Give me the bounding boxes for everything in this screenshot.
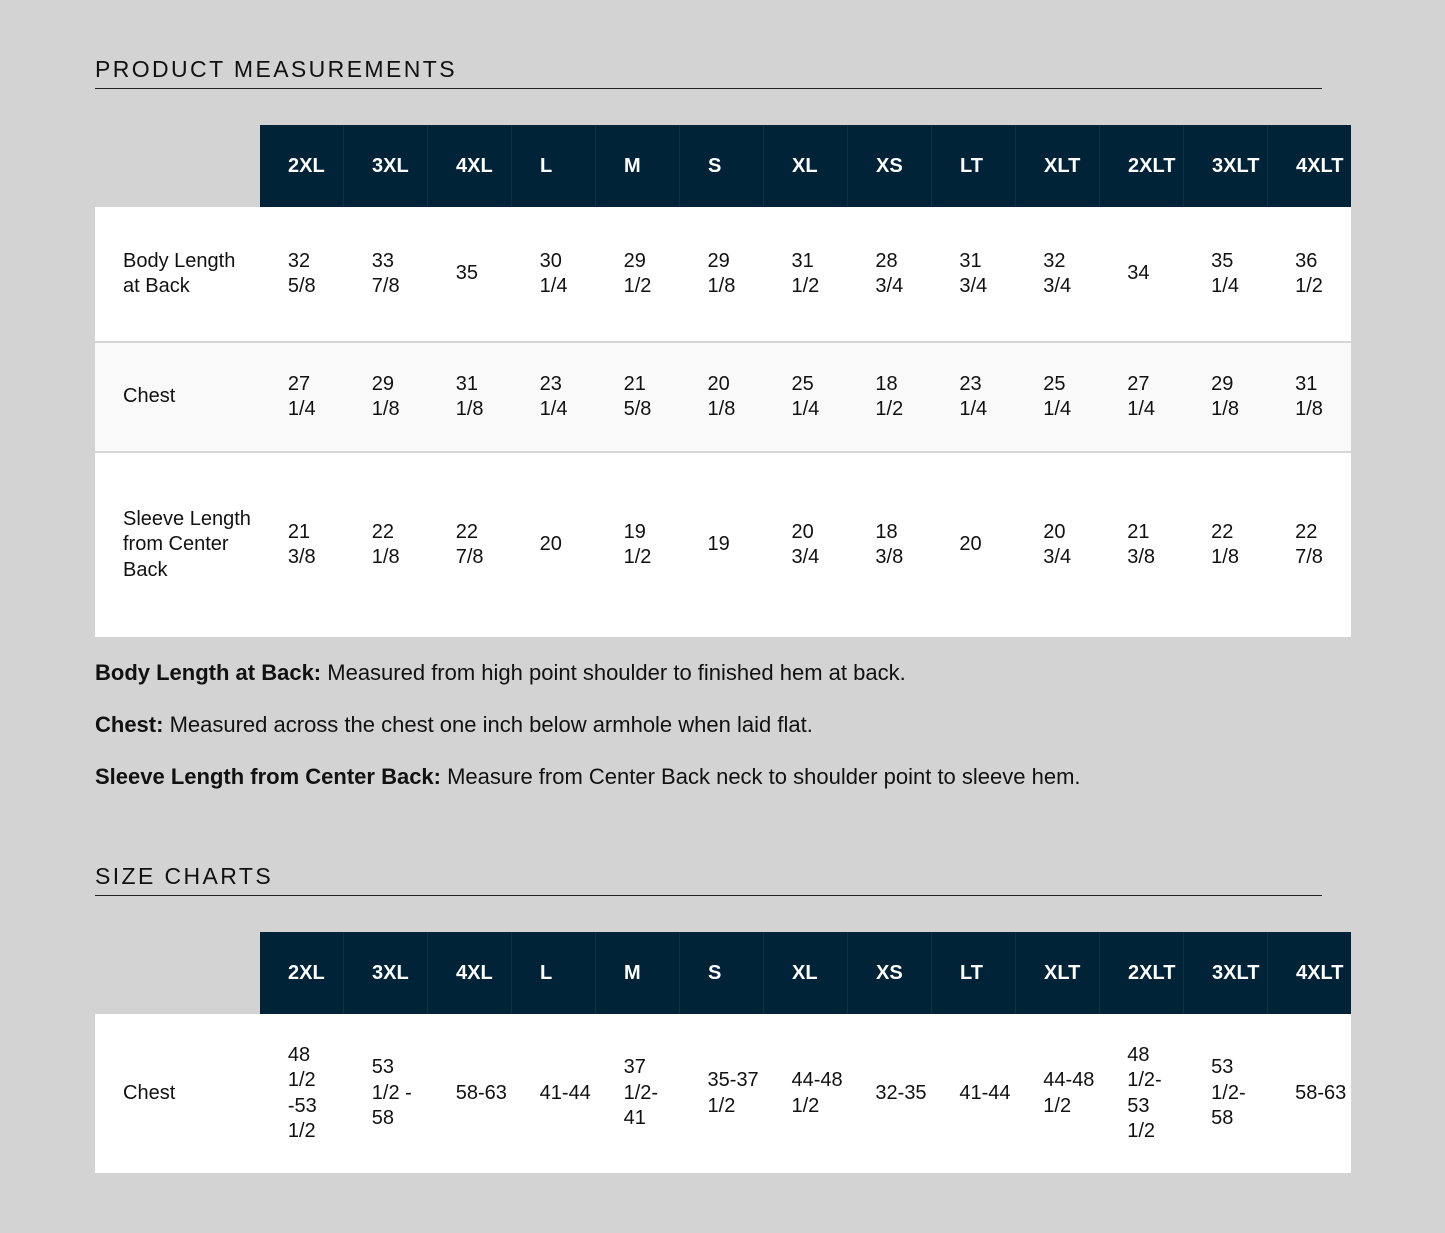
table-cell: 18 1/2 xyxy=(875,372,904,420)
table-cell: 44-48 1/2 xyxy=(791,1069,843,1117)
size-header-xl: XL xyxy=(764,932,848,1014)
note-term: Chest: xyxy=(95,712,164,737)
size-header-xlt: XLT xyxy=(1016,125,1100,207)
size-header-lt: LT xyxy=(932,932,1016,1014)
table-cell: 37 1/2-41 xyxy=(623,1056,659,1130)
size-header-3xlt: 3XLT xyxy=(1184,125,1268,207)
measurement-notes xyxy=(95,659,1081,815)
table-row xyxy=(95,207,1351,341)
note-term: Body Length at Back: xyxy=(95,660,322,685)
size-charts-divider xyxy=(95,895,1322,896)
table-cell: 23 1/4 xyxy=(539,372,568,420)
size-header-4xlt: 4XLT xyxy=(1296,154,1344,177)
table-cell: 31 1/8 xyxy=(455,372,484,420)
table-cell: 32-35 xyxy=(875,1081,927,1104)
table-cell: 20 xyxy=(959,533,982,556)
size-header-2xl: 2XL xyxy=(260,125,344,207)
size-header-3xlt: 3XLT xyxy=(1184,932,1268,1014)
table-cell: 35-37 1/2 xyxy=(707,1069,759,1117)
table-cell: 29 1/8 xyxy=(707,249,736,297)
table-cell: 25 1/4 xyxy=(791,372,820,420)
table-cell: 21 3/8 xyxy=(1127,520,1156,568)
table-cell: 22 7/8 xyxy=(1295,520,1323,568)
table-cell: 19 xyxy=(707,533,730,556)
size-header-2xl: 2XL xyxy=(260,932,344,1014)
row-label-sleeve-length: Sleeve Length from Center Back xyxy=(123,507,251,581)
size-header-2xlt: 2XLT xyxy=(1100,125,1184,207)
size-header-s: S xyxy=(680,932,764,1014)
measurements-body xyxy=(95,207,1351,637)
size-chart-table xyxy=(95,932,1351,1173)
table-cell: 22 1/8 xyxy=(1211,520,1239,568)
measurements-divider xyxy=(95,88,1322,89)
size-header-l: L xyxy=(512,125,596,207)
table-cell: 58-63 xyxy=(1295,1081,1347,1104)
table-cell: 29 1/2 xyxy=(623,249,652,297)
table-cell: 22 7/8 xyxy=(455,520,484,568)
size-header-xl: XL xyxy=(764,125,848,207)
size-header-4xl: 4XL xyxy=(428,932,512,1014)
size-header-xs: XS xyxy=(848,125,932,207)
note-chest xyxy=(95,711,1081,739)
table-cell: 35 xyxy=(455,262,478,285)
measurements-table xyxy=(95,125,1351,637)
measurements-header-row xyxy=(260,125,1351,207)
table-row xyxy=(95,453,1351,637)
table-cell: 29 1/8 xyxy=(1211,372,1239,420)
size-chart-body xyxy=(95,1014,1351,1173)
note-text: Measure from Center Back neck to shoulder point to sleeve hem. xyxy=(440,764,1081,789)
table-cell: 32 3/4 xyxy=(1043,249,1072,297)
table-cell: 34 xyxy=(1127,262,1150,285)
size-header-4xl: 4XL xyxy=(428,125,512,207)
table-cell: 31 1/2 xyxy=(791,249,820,297)
table-cell: 23 1/4 xyxy=(959,372,988,420)
table-cell: 58-63 xyxy=(455,1081,507,1104)
table-cell: 31 1/8 xyxy=(1295,372,1323,420)
size-header-xlt: XLT xyxy=(1016,932,1100,1014)
table-row xyxy=(95,341,1351,453)
size-header-lt: LT xyxy=(932,125,1016,207)
table-cell: 29 1/8 xyxy=(371,372,400,420)
note-sleeve-length xyxy=(95,763,1081,791)
row-label-chest: Chest xyxy=(123,385,176,408)
size-header-3xl: 3XL xyxy=(344,125,428,207)
table-cell: 33 7/8 xyxy=(371,249,400,297)
size-header-l: L xyxy=(512,932,596,1014)
table-cell: 41-44 xyxy=(959,1081,1011,1104)
size-header-m: M xyxy=(596,125,680,207)
table-cell: 22 1/8 xyxy=(371,520,400,568)
table-cell: 48 1/2 -53 1/2 xyxy=(287,1043,317,1142)
table-cell: 21 3/8 xyxy=(287,520,316,568)
table-cell: 36 1/2 xyxy=(1295,249,1323,297)
table-cell: 28 3/4 xyxy=(875,249,904,297)
table-cell: 20 3/4 xyxy=(791,520,820,568)
table-cell: 53 1/2-58 xyxy=(1211,1056,1246,1130)
size-chart-header-row xyxy=(260,932,1351,1014)
row-label-chest: Chest xyxy=(123,1081,176,1104)
table-cell: 27 1/4 xyxy=(1127,372,1156,420)
table-cell: 20 xyxy=(539,533,562,556)
table-cell: 30 1/4 xyxy=(539,249,568,297)
size-header-3xl: 3XL xyxy=(344,932,428,1014)
row-label-body-length: Body Length at Back xyxy=(123,249,236,297)
table-cell: 25 1/4 xyxy=(1043,372,1072,420)
size-header-4xlt: 4XLT xyxy=(1296,961,1344,984)
note-term: Sleeve Length from Center Back: xyxy=(95,764,441,789)
size-header-2xlt: 2XLT xyxy=(1100,932,1184,1014)
table-cell: 18 3/8 xyxy=(875,520,904,568)
table-cell: 48 1/2-53 1/2 xyxy=(1127,1043,1162,1142)
note-text: Measured from high point shoulder to finished hem at back. xyxy=(321,660,906,685)
size-header-s: S xyxy=(680,125,764,207)
size-header-m: M xyxy=(596,932,680,1014)
measurements-title: PRODUCT MEASUREMENTS xyxy=(95,56,457,82)
note-body-length xyxy=(95,659,1081,687)
table-cell: 44-48 1/2 xyxy=(1043,1069,1095,1117)
table-cell: 27 1/4 xyxy=(287,372,316,420)
table-cell: 20 3/4 xyxy=(1043,520,1072,568)
note-text: Measured across the chest one inch below armhole when laid flat. xyxy=(163,712,813,737)
table-cell: 19 1/2 xyxy=(623,520,652,568)
table-row xyxy=(95,1014,1351,1173)
table-cell: 35 1/4 xyxy=(1211,249,1239,297)
table-cell: 20 1/8 xyxy=(707,372,736,420)
size-header-xs: XS xyxy=(848,932,932,1014)
table-cell: 32 5/8 xyxy=(287,249,316,297)
size-charts-title: SIZE CHARTS xyxy=(95,863,274,889)
table-cell: 41-44 xyxy=(539,1081,591,1104)
table-cell: 21 5/8 xyxy=(623,372,652,420)
table-cell: 31 3/4 xyxy=(959,249,988,297)
table-cell: 53 1/2 - 58 xyxy=(371,1056,412,1130)
